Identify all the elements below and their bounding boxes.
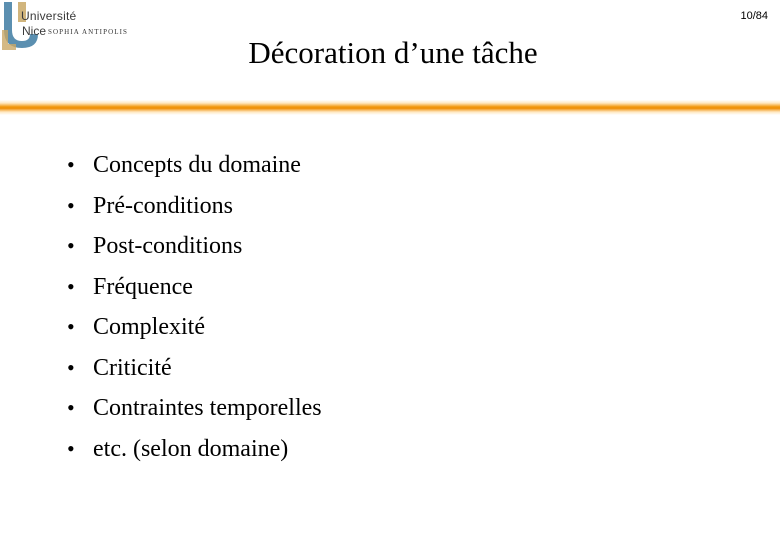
bullet-icon: • [67,192,75,218]
logo-text-nice: Nice [22,24,47,38]
bullet-text: Post-conditions [93,233,243,260]
bullet-icon: • [67,152,75,178]
bullet-text: Criticité [93,354,172,381]
bullet-icon: • [67,314,75,340]
bullet-text: etc. (selon domaine) [93,435,289,462]
bullet-text: Contraintes temporelles [93,395,322,422]
page-number: 10/84 [740,10,768,22]
bullet-item [67,186,322,227]
bullet-item [67,307,322,348]
bullet-text: Pré-conditions [93,192,233,219]
bullet-text: Concepts du domaine [93,152,301,179]
bullet-item [67,267,322,308]
slide-title: Décoration d’une tâche [248,35,538,70]
bullet-item [67,226,322,267]
bullet-icon: • [67,354,75,380]
bullet-item [67,145,322,186]
bullet-text: Complexité [93,314,205,341]
bullet-icon: • [67,435,75,461]
bullet-icon: • [67,395,75,421]
bullet-item [67,388,322,429]
bullet-icon: • [67,233,75,259]
bullet-item [67,429,322,470]
title-divider [0,100,780,115]
logo-text-universite: Université [21,9,77,23]
bullet-text: Fréquence [93,273,193,300]
logo-text-sophia-antipolis: SOPHIA ANTIPOLIS [48,28,129,36]
bullet-list [67,145,322,469]
bullet-icon: • [67,273,75,299]
bullet-item [67,348,322,389]
